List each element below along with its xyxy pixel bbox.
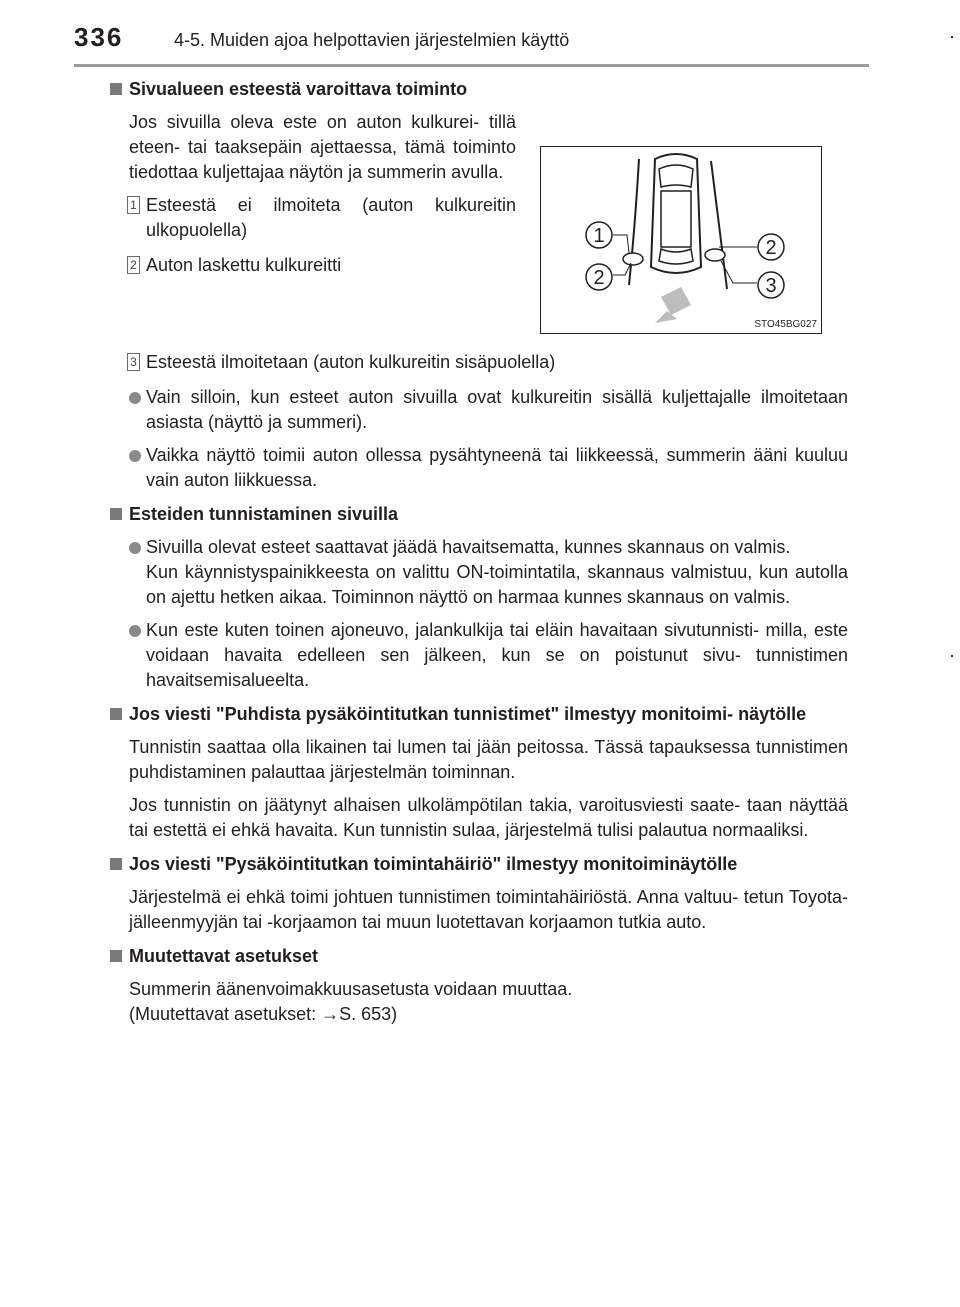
path-line-left [629,159,639,285]
section-heading-text: Esteiden tunnistaminen sivuilla [129,504,399,524]
bullet-item [129,443,848,493]
edge-mark [951,36,953,38]
list-item [129,193,516,243]
callout-label: 2 [765,237,777,259]
square-bullet-icon [110,708,122,720]
number-badge-icon: 1 [127,196,140,214]
callout-label: 1 [593,225,605,247]
round-bullet-icon [129,450,141,462]
intro-with-figure [110,110,848,350]
bullet-item [129,535,848,610]
list-item-text: Esteestä ilmoitetaan (auton kulkureitin sisäpuolella) [146,352,556,372]
figure-code: STO45BG027 [754,319,817,330]
paragraph: Järjestelmä ei ehkä toimi johtuen tunnistimen toimintahäiriöstä. Anna valtuu- tetun Toyota-jälleenmyyjän tai -korjaamon tai muun luotettavan korjaamon tutkia auto. [129,887,848,932]
section-side-detection [110,501,848,693]
section-clean-sensors [110,701,848,843]
car-roof-shape [661,191,691,247]
windshield-shape [659,165,693,187]
square-bullet-icon [110,508,122,520]
list-item-text: Esteestä ei ilmoiteta (auton kulkureitin ulkopuolella) [146,195,516,240]
section-heading [110,701,848,727]
paragraph: Summerin äänenvoimakkuusasetusta voidaan muuttaa. [129,979,573,999]
motion-arrow-icon [661,287,691,315]
figure-illustration [541,147,821,333]
chapter-title: 4-5. Muiden ajoa helpottavien järjestelmien käyttö [174,30,570,50]
bullet-text-extra: Kun käynnistyspainikkeesta on valittu ON-toimintatila, skannaus valmistuu, kun autolla on ajettu hetken aikaa. Toiminnon näyttö on harmaa kunnes skannaus on valmis. [146,562,848,607]
section-side-warning [110,76,848,493]
bullet-text: Kun este kuten toinen ajoneuvo, jalankulkija tai eläin havaitaan sivutunnisti- milla, este voidaan havaita edelleen sen jälkeen, kun se on poistunut sivu- tunnistimen havaitsemisalueelta. [146,620,848,690]
section-settings [110,943,848,1027]
intro-text-column [129,110,516,288]
bullet-item [129,385,848,435]
list-item [129,350,848,375]
paragraph: Jos tunnistin on jäätynyt alhaisen ulkolämpötilan takia, varoitusviesti saate- taan näyttää tai estettä ei ehkä havaita. Kun tunnistin sulaa, järjestelmä tulisi palautua normaaliksi. [129,795,848,840]
bullet-text: Vain silloin, kun esteet auton sivuilla ovat kulkureitin sisällä kuljettajalle ilmoitetaan asiasta (näyttö ja summeri). [146,387,848,432]
round-bullet-icon [129,392,141,404]
round-bullet-icon [129,542,141,554]
callout-label: 3 [765,275,777,297]
obstacle-icon [623,253,643,265]
paragraph: Tunnistin saattaa olla likainen tai lumen tai jään peitossa. Tässä tapauksessa tunnistimen puhdistaminen palauttaa järjestelmän toiminnan. [129,737,848,782]
page-reference-link[interactable]: (Muutettavat asetukset: →S. 653) [129,1004,398,1024]
rear-window-shape [659,249,693,264]
list-item [129,253,516,278]
edge-mark [951,655,953,657]
square-bullet-icon [110,950,122,962]
header-rule [74,64,869,67]
section-heading-text: Jos viesti "Pysäköintitutkan toimintahäiriö" ilmestyy monitoiminäytölle [129,854,738,874]
section-heading [110,76,848,102]
section-heading [110,851,848,877]
square-bullet-icon [110,858,122,870]
list-item-text: Auton laskettu kulkureitti [146,255,342,275]
number-badge-icon: 3 [127,353,140,371]
figure-side-obstacle [540,146,822,334]
section-malfunction [110,851,848,935]
section-heading-text: Jos viesti "Puhdista pysäköintitutkan tunnistimet" ilmestyy monitoimi- näytölle [129,704,807,724]
leader-line [613,235,629,253]
bullet-text: Sivuilla olevat esteet saattavat jäädä havaitsematta, kunnes skannaus on valmis. [146,537,791,557]
bullet-item [129,618,848,693]
page-number: 336 [74,22,124,52]
section-heading-text: Muutettavat asetukset [129,946,319,966]
path-line-right [711,161,727,289]
page-content [110,76,848,1035]
intro-paragraph: Jos sivuilla oleva este on auton kulkurei- tillä eteen- tai taaksepäin ajettaessa, tämä toiminto tiedottaa kuljettajaa näytön ja summerin avulla. [129,112,516,182]
number-badge-icon: 2 [127,256,140,274]
square-bullet-icon [110,83,122,95]
round-bullet-icon [129,625,141,637]
callout-label: 2 [593,267,605,289]
section-heading-text: Sivualueen esteestä varoittava toiminto [129,79,468,99]
obstacle-icon [705,249,725,261]
bullet-text: Vaikka näyttö toimii auton ollessa pysähtyneenä tai liikkeessä, summerin ääni kuuluu vain auton liikkuessa. [146,445,848,490]
section-heading [110,501,848,527]
section-heading [110,943,848,969]
